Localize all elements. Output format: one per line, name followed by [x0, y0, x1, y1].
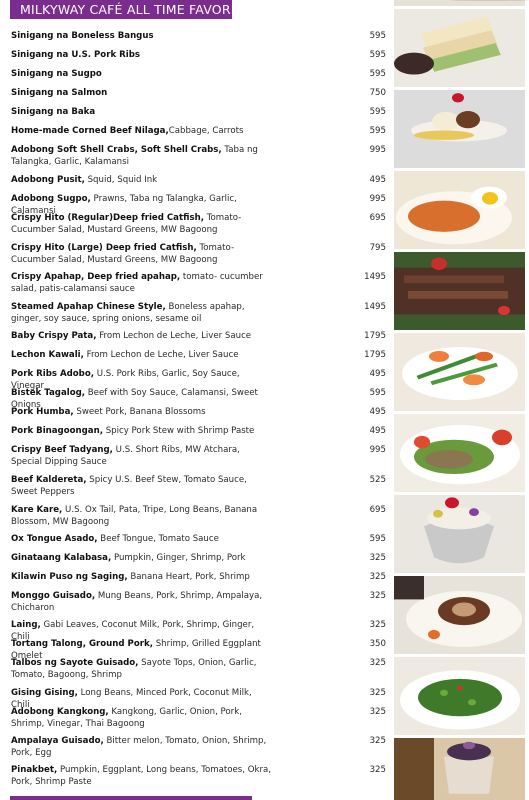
menu-item-name: Kare Kare,	[11, 505, 63, 515]
menu-item-price: 325	[369, 765, 386, 775]
menu-item-text	[11, 213, 271, 236]
menu-item-text	[11, 534, 271, 546]
menu-item-price: 1795	[364, 350, 386, 360]
menu-item	[11, 736, 386, 759]
menu-item-name: Ox Tongue Asado,	[11, 534, 98, 544]
menu-item	[11, 534, 386, 546]
menu-item-name: Gising Gising,	[11, 688, 78, 698]
menu-item	[11, 707, 386, 730]
menu-item-description: U.S. Short Ribs, MW Atchara, Special Dipping Sauce	[11, 445, 240, 467]
menu-item-price: 495	[369, 426, 386, 436]
menu-item-name: Beef Kaldereta,	[11, 475, 87, 485]
menu-item-description: Taba ng Talangka, Garlic, Kalamansi	[11, 145, 258, 167]
menu-item-text	[11, 302, 271, 325]
menu-item-price: 595	[369, 50, 386, 60]
menu-item	[11, 505, 386, 528]
menu-item-text	[11, 553, 271, 565]
menu-item-price: 325	[369, 736, 386, 746]
menu-item	[11, 350, 386, 362]
menu-item-price: 750	[369, 88, 386, 98]
menu-item-name: Pork Binagoongan,	[11, 426, 103, 436]
menu-item-price: 995	[369, 194, 386, 204]
menu-item-price: 325	[369, 591, 386, 601]
menu-item-price: 1795	[364, 331, 386, 341]
food-photo-rice-egg	[394, 171, 525, 249]
menu-item-name: Laing,	[11, 620, 41, 630]
menu-item-name: Adobong Soft Shell Crabs, Soft Shell Crabs,	[11, 145, 222, 155]
menu-item-name: Adobong Sugpo,	[11, 194, 91, 204]
menu-item-description: Sayote Tops, Onion, Garlic, Tomato, Bagoong, Shrimp	[11, 658, 257, 680]
food-photo-top-dish	[394, 0, 525, 6]
menu-item-price: 595	[369, 31, 386, 41]
menu-item-text	[11, 445, 271, 468]
menu-item-name: Crispy Hito (Regular)Deep fried Catfish,	[11, 213, 204, 223]
menu-item	[11, 31, 386, 43]
menu-item-text	[11, 658, 271, 681]
menu-item-description: From Lechon de Leche, Liver Sauce	[96, 331, 252, 341]
food-photo-sayote-greens	[394, 657, 525, 735]
menu-item-text	[11, 145, 271, 168]
menu-item-text	[11, 243, 271, 266]
menu-item-text	[11, 331, 271, 343]
food-photo-banana-split	[394, 90, 525, 168]
menu-item-text	[11, 69, 271, 81]
menu-item-price: 325	[369, 707, 386, 717]
menu-item-name: Home-made Corned Beef Nilaga,	[11, 126, 169, 136]
menu-item-price: 325	[369, 620, 386, 630]
menu-item	[11, 331, 386, 343]
menu-item-price: 595	[369, 107, 386, 117]
menu-item-text	[11, 765, 271, 788]
menu-item-text	[11, 407, 271, 419]
footer-accent-bar	[10, 796, 252, 800]
menu-item-text	[11, 50, 271, 62]
menu-item	[11, 243, 386, 266]
menu-item-text	[11, 350, 271, 362]
menu-section-title: MILKYWAY CAFÉ ALL TIME FAVORITES	[20, 2, 259, 17]
menu-item-text	[11, 707, 271, 730]
menu-item-name: Sinigang na Boneless Bangus	[11, 31, 154, 41]
menu-item-price: 1495	[364, 272, 386, 282]
menu-item-price: 1495	[364, 302, 386, 312]
menu-item	[11, 426, 386, 438]
menu-item-description: U.S. Ox Tail, Pata, Tripe, Long Beans, Banana Blossom, MW Bagoong	[11, 505, 258, 527]
menu-item-name: Ginataang Kalabasa,	[11, 553, 112, 563]
menu-item-description: Prawns, Taba ng Talangka, Garlic, Calamansi	[11, 194, 237, 216]
menu-item-price: 325	[369, 688, 386, 698]
menu-item-name: Crispy Apahap, Deep fried apahap,	[11, 272, 181, 282]
menu-item-description: Banana Heart, Pork, Shrimp	[127, 572, 250, 582]
food-photo-sandwiches	[394, 9, 525, 87]
menu-item-price: 595	[369, 69, 386, 79]
menu-item-price: 350	[369, 639, 386, 649]
menu-item	[11, 591, 386, 614]
menu-item-description: Cabbage, Carrots	[168, 126, 244, 136]
menu-item-description: Mung Beans, Pork, Shrimp, Ampalaya, Chicharon	[11, 591, 263, 613]
menu-item-name: Crispy Beef Tadyang,	[11, 445, 113, 455]
menu-item-description: Beef Tongue, Tomato Sauce	[97, 534, 219, 544]
menu-item-description: Pumpkin, Eggplant, Long beans, Tomatoes, Okra, Pork, Shrimp Paste	[11, 765, 272, 787]
menu-item-price: 325	[369, 553, 386, 563]
menu-item-name: Tortang Talong, Ground Pork,	[11, 639, 153, 649]
food-photo-halo-halo	[394, 495, 525, 573]
menu-item-text	[11, 175, 271, 187]
menu-item-name: Adobong Pusit,	[11, 175, 85, 185]
menu-item-name: Sinigang na Baka	[11, 107, 96, 117]
menu-item-price: 495	[369, 369, 386, 379]
menu-item-price: 595	[369, 126, 386, 136]
menu-item-description: Gabi Leaves, Coconut Milk, Pork, Shrimp, Ginger, Chili	[11, 620, 255, 642]
menu-item-name: Monggo Guisado,	[11, 591, 96, 601]
menu-item-description: Squid, Squid Ink	[84, 175, 158, 185]
menu-item	[11, 765, 386, 788]
menu-item-price: 595	[369, 388, 386, 398]
menu-item-price: 495	[369, 407, 386, 417]
menu-item	[11, 272, 386, 295]
menu-item-text	[11, 505, 271, 528]
menu-item-description: From Lechon de Leche, Liver Sauce	[83, 350, 239, 360]
menu-item-description: Pumpkin, Ginger, Shrimp, Pork	[111, 553, 246, 563]
menu-item	[11, 658, 386, 681]
menu-item-description: Long Beans, Minced Pork, Coconut Milk, Chili	[11, 688, 252, 710]
menu-item	[11, 213, 386, 236]
menu-item-name: Lechon Kawali,	[11, 350, 84, 360]
menu-item-description: U.S. Pork Ribs, Garlic, Soy Sauce, Vinegar	[11, 369, 240, 391]
menu-item-description: Beef with Soy Sauce, Calamansi, Sweet Onions	[11, 388, 258, 410]
menu-item	[11, 553, 386, 565]
menu-item-text	[11, 475, 271, 498]
menu-item-name: Baby Crispy Pata,	[11, 331, 97, 341]
menu-item	[11, 475, 386, 498]
menu-item-name: Crispy Hito (Large) Deep fried Catfish,	[11, 243, 197, 253]
menu-item-price: 325	[369, 658, 386, 668]
menu-item	[11, 572, 386, 584]
menu-item	[11, 145, 386, 168]
menu-item-name: Pinakbet,	[11, 765, 58, 775]
menu-item-name: Talbos ng Sayote Guisado,	[11, 658, 139, 668]
menu-item-name: Adobong Kangkong,	[11, 707, 109, 717]
menu-item	[11, 88, 386, 100]
menu-item-description: Shrimp, Grilled Eggplant Omelet	[11, 639, 261, 661]
menu-item	[11, 69, 386, 81]
menu-item-name: Steamed Apahap Chinese Style,	[11, 302, 166, 312]
menu-item-text	[11, 31, 271, 43]
menu-item-text	[11, 426, 271, 438]
menu-item	[11, 302, 386, 325]
menu-item-price: 995	[369, 445, 386, 455]
menu-item-description: Kangkong, Garlic, Onion, Pork, Shrimp, Vinegar, Thai Bagoong	[11, 707, 242, 729]
menu-item-price: 995	[369, 145, 386, 155]
menu-item	[11, 126, 386, 138]
menu-item-description: Sweet Pork, Banana Blossoms	[73, 407, 206, 417]
menu-item-name: Pork Ribs Adobo,	[11, 369, 94, 379]
menu-item-text	[11, 272, 271, 295]
menu-item-description: Tomato-Cucumber Salad, Mustard Greens, MW Bagoong	[11, 213, 242, 235]
menu-item-description: tomato- cucumber salad, patis-calamansi sauce	[11, 272, 263, 294]
food-photo-grilled-skewers	[394, 252, 525, 330]
menu-item-price: 695	[369, 505, 386, 515]
menu-item-text	[11, 107, 271, 119]
menu-item-name: Kilawin Puso ng Saging,	[11, 572, 128, 582]
menu-item-text	[11, 572, 271, 584]
menu-item-description: Tomato-Cucumber Salad, Mustard Greens, MW Bagoong	[11, 243, 235, 265]
menu-item	[11, 445, 386, 468]
food-photo-oxtail-soup	[394, 576, 525, 654]
menu-item-name: Sinigang na Sugpo	[11, 69, 102, 79]
menu-item-price: 595	[369, 534, 386, 544]
menu-item-text	[11, 88, 271, 100]
menu-item-name: Sinigang na U.S. Pork Ribs	[11, 50, 140, 60]
food-photo-fish-greens	[394, 414, 525, 492]
menu-item-description: Bitter melon, Tomato, Onion, Shrimp, Pork, Egg	[11, 736, 267, 758]
menu-item-name: Bistek Tagalog,	[11, 388, 86, 398]
menu-item	[11, 175, 386, 187]
menu-item-name: Ampalaya Guisado,	[11, 736, 104, 746]
menu-item	[11, 107, 386, 119]
menu-item-price: 525	[369, 475, 386, 485]
food-photo-dessert-glass	[394, 738, 525, 800]
menu-item-name: Sinigang na Salmon	[11, 88, 108, 98]
menu-item-price: 495	[369, 175, 386, 185]
menu-item-description: Boneless apahap, ginger, soy sauce, spring onions, sesame oil	[11, 302, 245, 324]
menu-item-name: Pork Humba,	[11, 407, 74, 417]
menu-item-text	[11, 736, 271, 759]
menu-item-text	[11, 591, 271, 614]
menu-item	[11, 50, 386, 62]
menu-item-description: Spicy Pork Stew with Shrimp Paste	[102, 426, 255, 436]
menu-item-price: 695	[369, 213, 386, 223]
menu-item-price: 795	[369, 243, 386, 253]
menu-item	[11, 407, 386, 419]
menu-section-header	[10, 0, 259, 19]
menu-item-description: Spicy U.S. Beef Stew, Tomato Sauce, Sweet Peppers	[11, 475, 247, 497]
food-photo-shrimp-vegetables	[394, 333, 525, 411]
menu-item-text	[11, 126, 271, 138]
food-photo-column	[394, 0, 525, 800]
menu-item-price: 325	[369, 572, 386, 582]
